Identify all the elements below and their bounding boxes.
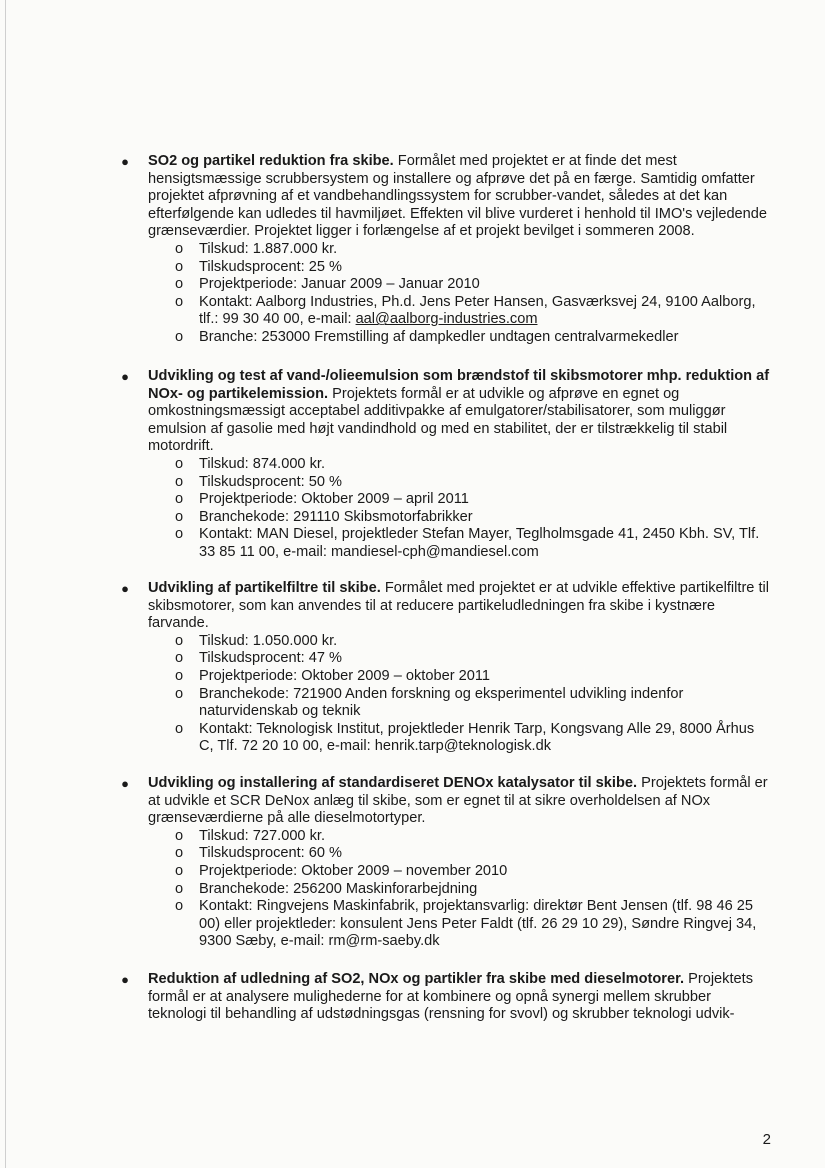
project-entry (121, 971, 770, 1024)
project-description: Formålet med projektet er at udvikle effektive partikelfiltre til skibsmotorer, som kan anvendes til at reducere partikeludledningen fra skibe i kystnære farvande. (148, 580, 770, 632)
detail-item: o Tilskudsprocent: 25 % (175, 258, 343, 275)
project-details (175, 456, 770, 562)
bullet-icon: ● (121, 154, 129, 169)
detail-item: o Tilskud: 1.050.000 kr. (175, 632, 338, 649)
detail-item: o Branchekode: 256200 Maskinforarbejdning (175, 880, 478, 897)
project-entry (121, 580, 770, 756)
detail-item: o Projektperiode: Januar 2009 – Januar 2010 (175, 276, 480, 293)
circle-bullet-icon: o (175, 862, 184, 879)
bullet-icon: ● (121, 369, 129, 384)
project-paragraph (148, 580, 770, 633)
circle-bullet-icon: o (175, 632, 184, 649)
bullet-icon: ● (121, 972, 129, 987)
detail-item: o Tilskudsprocent: 60 % (175, 845, 343, 862)
circle-bullet-icon: o (175, 650, 184, 667)
project-description: Projektets formål er at udvikle et SCR DeNox anlæg til skibe, som er egnet til at sikre overholdelsen af NOx grænseværdierne på alle dieselmotortyper. (148, 775, 768, 827)
project-entry (121, 775, 770, 951)
circle-bullet-icon: o (175, 508, 184, 525)
detail-item: o Kontakt: Aalborg Industries, Ph.d. Jens Peter Hansen, Gasværksvej 24, 9100 Aalborg, tlf.: 99 30 40 00, e-mail: aal@aalborg-industries.com (175, 293, 756, 328)
detail-item: o Kontakt: Ringvejens Maskinfabrik, projektansvarlig: direktør Bent Jensen (tlf. 98 46 25 00) eller projektleder: konsulent Jens Peter Faldt (tlf. 26 29 10 29), Søndre Ringvej 34, 9300 Sæby, e-mail: rm@rm-saeby.dk (175, 898, 757, 950)
detail-item: o Kontakt: Teknologisk Institut, projektleder Henrik Tarp, Kongsvang Alle 29, 8000 Århus C, Tlf. 72 20 10 00, e-mail: henrik.tarp@teknologisk.dk (175, 720, 755, 755)
project-entry (121, 368, 770, 562)
email-link[interactable]: aal@aalborg-industries.com (355, 311, 538, 328)
circle-bullet-icon: o (175, 293, 184, 310)
circle-bullet-icon: o (175, 898, 184, 915)
page-number: 2 (762, 1131, 771, 1148)
circle-bullet-icon: o (175, 258, 184, 275)
project-paragraph (148, 971, 770, 1024)
project-description: Projektets formål er at analysere mulighederne for at kombinere og opnå synergi mellem skrubber teknologi til behandling af udstødningsgas (rensning for svovl) og skrubber teknologi udvik- (148, 971, 753, 1023)
project-details (175, 633, 770, 756)
detail-item: o Branchekode: 721900 Anden forskning og eksperimentel udvikling indenfor naturvidenskab og teknik (175, 685, 684, 720)
circle-bullet-icon: o (175, 328, 184, 345)
detail-item: o Branchekode: 291110 Skibsmotorfabrikker (175, 508, 473, 525)
detail-item: o Tilskud: 727.000 kr. (175, 827, 326, 844)
project-title: Reduktion af udledning af SO2, NOx og partikler fra skibe med dieselmotorer. (148, 971, 685, 987)
detail-item: o Tilskudsprocent: 47 % (175, 650, 343, 667)
circle-bullet-icon: o (175, 240, 184, 257)
detail-item: o Tilskud: 1.887.000 kr. (175, 240, 338, 257)
circle-bullet-icon: o (175, 455, 184, 472)
project-title: Udvikling og test af vand-/olieemulsion som brændstof til skibsmotorer mhp. reduktion af NOx- og partikelemission. (148, 368, 770, 402)
detail-item: o Tilskudsprocent: 50 % (175, 473, 343, 490)
detail-item: o Projektperiode: Oktober 2009 – november 2010 (175, 862, 508, 879)
project-paragraph (148, 368, 770, 456)
circle-bullet-icon: o (175, 491, 184, 508)
project-title: Udvikling og installering af standardiseret DENOx katalysator til skibe. (148, 775, 638, 791)
circle-bullet-icon: o (175, 473, 184, 490)
detail-item: o Projektperiode: Oktober 2009 – april 2011 (175, 491, 469, 508)
project-description: Formålet med projektet er at finde det mest hensigtsmæssige scrubbersystem og installere og afprøve det på en færge. Samtidig omfatter projektet afprøvning af et vandbehandlingssystem for scrubber-vandet, således at det kan efterfølgende kan udledes til havmiljøet. Effekten vil blive vurderet i henhold til IMO's vejledende grænseværdier. Projektet ligger i forlængelse af et projekt bevilget i sommeren 2008. (148, 153, 768, 240)
project-title: Udvikling af partikelfiltre til skibe. (148, 580, 381, 596)
detail-item: o Projektperiode: Oktober 2009 – oktober 2011 (175, 667, 490, 684)
project-description: Projektets formål er at udvikle og afprøve en egnet og omkostningsmæssigt acceptabel additivpakke af emulgatorer/stabilisatorer, som muliggør emulsion af gasolie med højt vandindhold og med en stabilitet, der er tilstrækkelig til stabil motordrift. (148, 385, 728, 455)
detail-item: o Kontakt: MAN Diesel, projektleder Stefan Mayer, Teglholmsgade 41, 2450 Kbh. SV, Tlf. 33 85 11 00, e-mail: mandiesel-cph@mandiesel.com (175, 526, 760, 560)
bullet-icon: ● (121, 581, 129, 596)
circle-bullet-icon: o (175, 667, 184, 684)
circle-bullet-icon: o (175, 276, 184, 293)
project-entry (121, 153, 770, 347)
project-paragraph (148, 153, 770, 241)
project-details (175, 241, 770, 347)
circle-bullet-icon: o (175, 827, 184, 844)
detail-item: o Branche: 253000 Fremstilling af dampkedler undtagen centralvarmekedler (175, 328, 679, 345)
circle-bullet-icon: o (175, 720, 184, 737)
circle-bullet-icon: o (175, 845, 184, 862)
circle-bullet-icon: o (175, 685, 184, 702)
circle-bullet-icon: o (175, 880, 184, 897)
project-details (175, 828, 770, 951)
detail-item: o Tilskud: 874.000 kr. (175, 455, 326, 472)
project-paragraph (148, 775, 770, 828)
bullet-icon: ● (121, 776, 129, 791)
project-title: SO2 og partikel reduktion fra skibe. (148, 153, 394, 169)
circle-bullet-icon: o (175, 526, 184, 543)
page-edge-line (5, 0, 6, 1168)
